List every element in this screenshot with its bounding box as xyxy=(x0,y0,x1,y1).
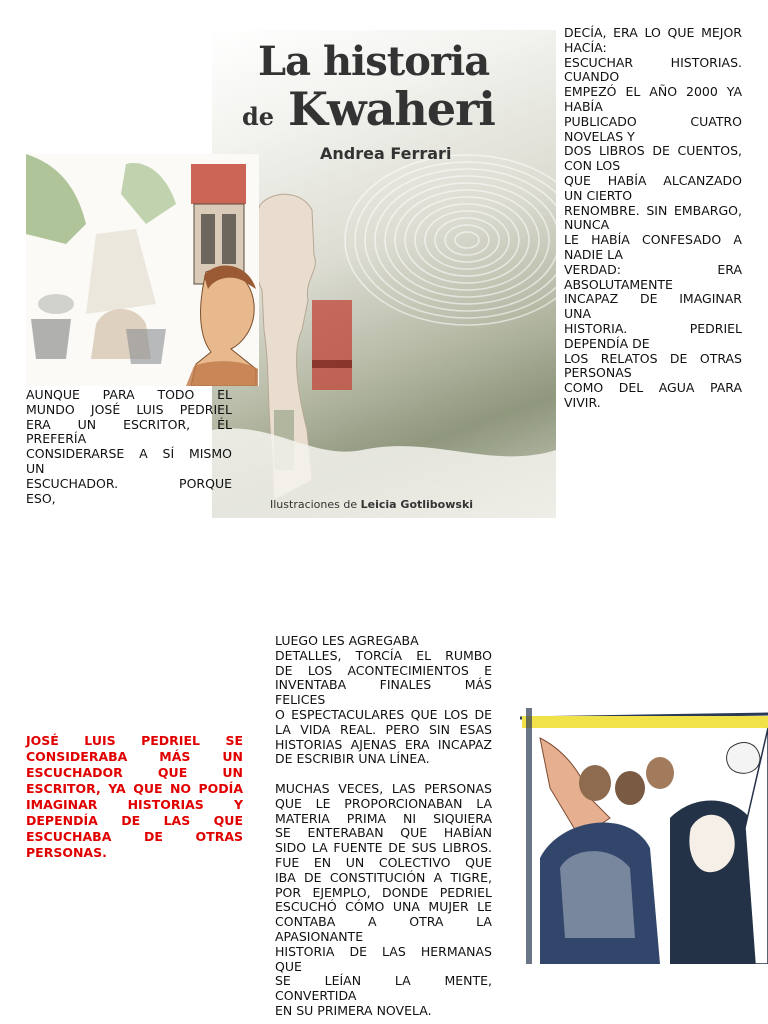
text-line: ESCUCHAR HISTORIAS. xyxy=(564,54,742,70)
quote-line: ESCUCHABA DE OTRAS xyxy=(26,829,243,844)
text-line: LOS RELATOS DE OTRAS xyxy=(564,350,742,366)
text-line: LUEGO LES AGREGABA xyxy=(275,633,419,648)
text-line: ESO, xyxy=(26,490,56,506)
text-line: MUNDO JOSÉ LUIS PEDRIEL xyxy=(26,401,232,417)
text-line: COMO DEL AGUA PARA xyxy=(564,380,742,396)
text-line: QUE xyxy=(275,958,302,974)
text-line: UN xyxy=(26,460,45,476)
book-cover xyxy=(212,30,556,518)
text-line: PERSONAS xyxy=(564,365,632,381)
book-title-de: de xyxy=(242,102,275,131)
text-line: DE LOS ACONTECIMIENTOS E xyxy=(275,662,492,678)
text-line: IBA DE CONSTITUCIÓN A TIGRE, xyxy=(275,869,492,885)
text-line: ESCUCHADOR. PORQUE xyxy=(26,475,232,491)
text-line: INCAPAZ DE IMAGINAR xyxy=(564,291,742,307)
bus-passengers-illustration xyxy=(520,708,768,964)
quote-line: ESCUCHADOR QUE UN xyxy=(26,765,243,780)
text-line: HISTORIA. PEDRIEL xyxy=(564,320,742,336)
text-line: LE HABÍA CONFESADO A xyxy=(564,232,742,248)
text-line: CONTABA A OTRA LA xyxy=(275,914,492,930)
text-line: DECÍA, ERA LO QUE MEJOR xyxy=(564,25,742,40)
text-line: EMPEZÓ EL AÑO 2000 YA xyxy=(564,84,742,100)
quote-line: CONSIDERABA MÁS UN xyxy=(26,749,243,764)
text-line: NOVELAS Y xyxy=(564,128,635,144)
quote-line: JOSÉ LUIS PEDRIEL SE xyxy=(26,733,243,748)
text-line: NUNCA xyxy=(564,217,610,233)
text-line: AUNQUE PARA TODO EL xyxy=(26,387,232,402)
text-line: SE ENTERABAN QUE HABÍAN xyxy=(275,825,492,841)
text-line: MUCHAS VECES, LAS PERSONAS xyxy=(275,780,492,796)
text-line: UNA xyxy=(564,306,592,322)
text-line: ERA UN ESCRITOR, ÉL xyxy=(26,416,232,432)
street-cafe-illustration xyxy=(26,154,259,386)
paragraph-gap xyxy=(275,767,492,782)
illustrator-credit xyxy=(270,498,473,511)
text-line: CONSIDERARSE A SÍ MISMO xyxy=(26,446,232,462)
text-line: VIVIR. xyxy=(564,394,601,410)
highlight-quote xyxy=(26,733,243,861)
text-line: EN SU PRIMERA NOVELA. xyxy=(275,1002,432,1018)
quote-line: ESCRITOR, YA QUE NO PODÍA xyxy=(26,781,243,796)
text-line: DETALLES, TORCÍA EL RUMBO xyxy=(275,647,492,663)
text-line: APASIONANTE xyxy=(275,928,364,944)
quote-line: DEPENDÍA DE LAS QUE xyxy=(26,813,243,828)
text-line: CUANDO xyxy=(564,69,620,85)
text-line: HISTORIA DE LAS HERMANAS xyxy=(275,943,492,959)
text-line: HABÍA xyxy=(564,98,603,114)
text-line: UN CIERTO xyxy=(564,187,633,203)
text-line: VERDAD: ERA xyxy=(564,261,742,277)
illustrator-name: Leicia Gotlibowski xyxy=(360,498,474,511)
text-line: LA VIDA REAL. PERO SIN ESAS xyxy=(275,721,492,737)
text-line: ABSOLUTAMENTE xyxy=(564,276,673,292)
text-line: PUBLICADO CUATRO xyxy=(564,113,742,129)
text-line: QUE HABÍA ALCANZADO xyxy=(564,172,742,188)
book-title-line1: La historia xyxy=(258,38,490,85)
text-line: CON LOS xyxy=(564,158,621,174)
intro-right-text xyxy=(564,26,742,411)
text-line: FELICES xyxy=(275,692,326,708)
text-line: INVENTABA FINALES MÁS xyxy=(275,677,492,693)
text-line: DE ESCRIBIR UNA LÍNEA. xyxy=(275,751,430,767)
middle-text xyxy=(275,634,492,1019)
text-line: MATERIA PRIMA NI SIQUIERA xyxy=(275,810,492,826)
text-line: DOS LIBROS DE CUENTOS, xyxy=(564,143,742,159)
text-line: POR EJEMPLO, DONDE PEDRIEL xyxy=(275,884,492,900)
text-line: SE LEÍAN LA MENTE, xyxy=(275,973,492,989)
text-line: QUE LE PROPORCIONABAN LA xyxy=(275,795,492,811)
text-line: ESCUCHÓ CÓMO UNA MUJER LE xyxy=(275,899,492,915)
intro-left-text xyxy=(26,388,232,506)
text-line: CONVERTIDA xyxy=(275,988,357,1004)
quote-line: PERSONAS. xyxy=(26,845,107,860)
text-line: NADIE LA xyxy=(564,246,623,262)
text-line: HISTORIAS AJENAS ERA INCAPAZ xyxy=(275,736,492,752)
book-author: Andrea Ferrari xyxy=(320,144,452,163)
text-line: FUE EN UN COLECTIVO QUE xyxy=(275,854,492,870)
text-line: RENOMBRE. SIN EMBARGO, xyxy=(564,202,742,218)
text-line: HACÍA: xyxy=(564,39,607,55)
text-line: DEPENDÍA DE xyxy=(564,335,650,351)
text-line: PREFERÍA xyxy=(26,431,87,447)
illustrations-prefix: Ilustraciones de xyxy=(270,498,358,511)
quote-line: IMAGINAR HISTORIAS Y xyxy=(26,797,243,812)
text-line: SIDO LA FUENTE DE SUS LIBROS. xyxy=(275,840,492,856)
book-title-kwaheri: Kwaheri xyxy=(288,82,495,136)
text-line: O ESPECTACULARES QUE LOS DE xyxy=(275,706,492,722)
